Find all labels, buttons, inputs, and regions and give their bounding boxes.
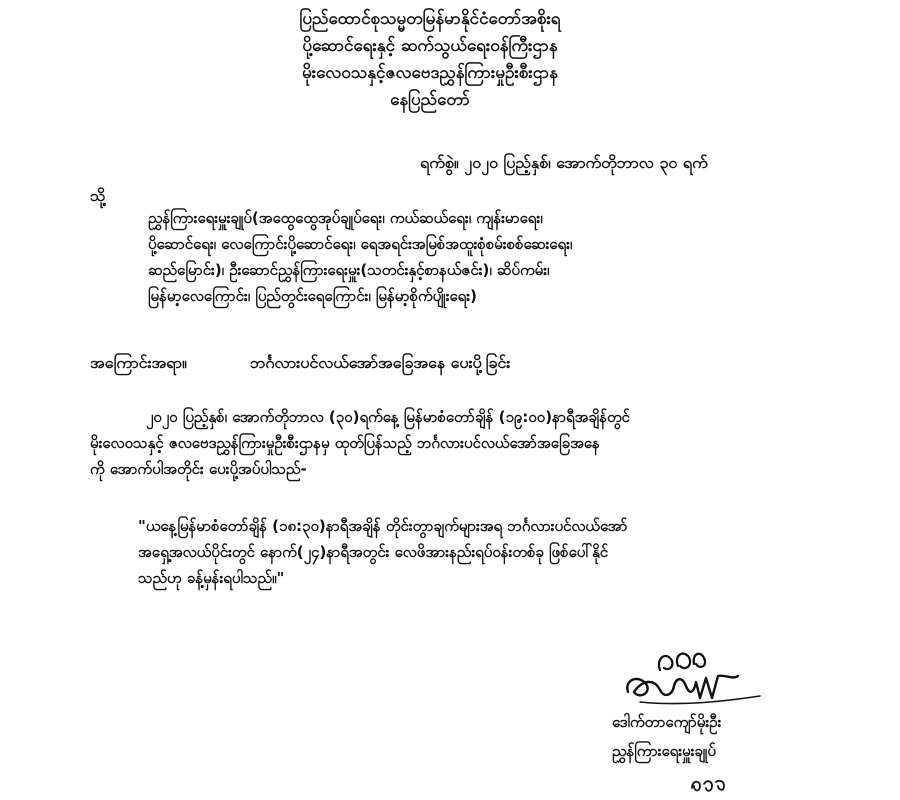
handwritten-initial [688, 776, 728, 794]
signatory-title: ညွှန်ကြားရေးမှူးချုပ် [612, 742, 716, 760]
letterhead [230, 6, 630, 114]
letterhead-ministry: ပို့ဆောင်ရေးနှင့် ဆက်သွယ်ရေးဝန်ကြီးဌာန [302, 36, 558, 56]
signatory-name: ဒေါက်တာကျော်မိုးဦး [612, 713, 722, 731]
recipients-block [148, 205, 838, 309]
recipient-line: ပို့ဆောင်ရေး၊ လေကြောင်းပို့ဆောင်ရေး၊ ရေအရင်းအမြစ်အထူးစုံစမ်းစစ်ဆေးရေး၊ [148, 235, 573, 253]
recipient-line: ညွှန်ကြားရေးမှူးချုပ်(အထွေထွေအုပ်ချုပ်ရေး၊ ကယ်ဆယ်ရေး၊ ကျန်းမာရေး၊ [148, 209, 543, 227]
body-line: ကို အောက်ပါအတိုင်း ပေးပို့အပ်ပါသည်- [90, 460, 307, 478]
letter-date: ရက်စွဲ။ ၂၀၂၀ ပြည့်နှစ်၊ အောက်တိုဘာလ ၃၀ ရက် [420, 153, 708, 172]
body-line: မိုးလေဝသနှင့် ဇလဗေဒညွှန်ကြားမှုဦးစီးဌာနမှ ထုတ်ပြန်သည့် ဘင်္ဂလားပင်လယ်အော်အခြေအနေ [90, 434, 600, 452]
subject-line [90, 352, 510, 376]
subject-label: အကြောင်းအရာ။ [90, 353, 187, 372]
handwritten-signature [620, 640, 780, 710]
quote-line: "ယနေ့မြန်မာစံတော်ချိန် (၁၈:၃၀)နာရီအချိန် တိုင်းတွာချက်များအရ ဘင်္ဂလားပင်လယ်အော် [138, 517, 628, 535]
letterhead-department: မိုးလေဝသနှင့်ဇလဗေဒညွှန်ကြားမှုဦးစီးဌာန [302, 63, 558, 83]
quote-line: အရှေ့အလယ်ပိုင်းတွင် နောက်(၂၄)နာရီအတွင်း လေဖိအားနည်းရပ်ဝန်းတစ်ခု ဖြစ်ပေါ်နိုင် [138, 543, 609, 561]
subject-text: ဘင်္ဂလားပင်လယ်အော်အခြေအနေ ပေးပို့ခြင်း [250, 353, 511, 372]
body-line: ၂၀၂၀ ပြည့်နှစ်၊ အောက်တိုဘာလ (၃၀)ရက်နေ့ မြန်မာစံတော်ချိန် (၁၉:၀၀)နာရီအချိန်တွင် [146, 408, 630, 426]
recipient-line: ဆည်မြောင်း)၊ ဦးဆောင်ညွှန်ကြားရေးမှူး(သတင်းနှင့်စာနယ်ဇင်း)၊ ဆိပ်ကမ်း၊ [148, 261, 550, 279]
forecast-quote [138, 513, 838, 591]
letterhead-city: နေပြည်တော် [390, 90, 470, 110]
letterhead-government: ပြည်ထောင်စုသမ္မတမြန်မာနိုင်ငံတော်အစိုးရ [299, 9, 561, 29]
body-paragraph [90, 404, 840, 482]
to-label: သို့ [90, 186, 106, 205]
recipient-line: မြန်မာ့လေကြောင်း၊ ပြည်တွင်းရေကြောင်း၊ မြန်မာ့စိုက်ပျိုးရေး) [148, 287, 477, 305]
quote-line: သည်ဟု ခန့်မှန်းရပါသည်။" [138, 569, 285, 587]
